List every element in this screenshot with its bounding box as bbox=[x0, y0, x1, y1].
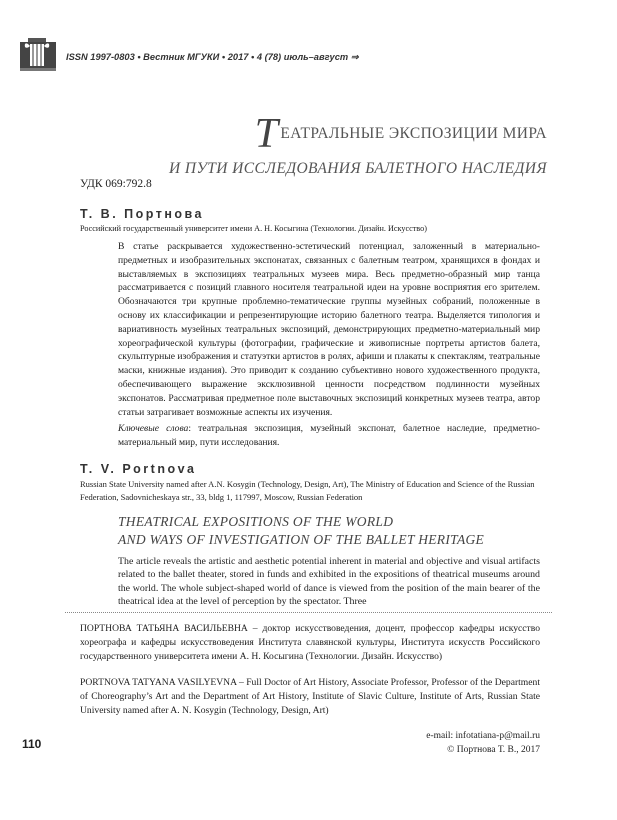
dotted-separator bbox=[65, 612, 552, 613]
contact-block bbox=[426, 730, 540, 757]
page-number: 110 bbox=[22, 737, 42, 751]
affiliation-en: Russian State University named after A.N. Kosygin (Technology, Design, Art), The Ministry of Education and Science of the Russian Federation, Sadovnicheskaya str., 33, bldg 1, 117997, Moscow, Russian Federation bbox=[80, 479, 535, 502]
copyright: © Портнова Т. В., 2017 bbox=[447, 744, 540, 755]
udk-code: УДК 069:792.8 bbox=[80, 178, 152, 190]
affiliation-ru: Российский государственный университет имени А. Н. Косыгина (Технологии. Дизайн. Искусство) bbox=[80, 224, 427, 233]
article-title-en bbox=[118, 513, 484, 549]
article-title bbox=[169, 110, 547, 178]
author-bio-en: PORTNOVA TATYANA VASILYEVNA – Full Doctor of Art History, Associate Professor, Professor of the Department of Choreography’s Art and the Department of Art History, Institute of Slavic Culture, Institute of Arts, Russian State University named after A. N. Kosygin (Technology, Design, Art) bbox=[80, 677, 540, 716]
author-name-en: T. V. Portnova bbox=[80, 462, 197, 476]
author-bio-ru: ПОРТНОВА ТАТЬЯНА ВАСИЛЬЕВНА – доктор искусствоведения, доцент, профессор кафедры искусство хореографа и кафедры искусствоведения Института славянской культуры, Института искусств Российского государственного университета имени А. Н. Косыгина (Технологии. Дизайн. Искусство) bbox=[80, 623, 540, 662]
abstract-en: The article reveals the artistic and aesthetic potential inherent in material and objective and visual artifacts related to the ballet theater, stored in funds and exhibited in the expositions of theatrical museums around the world. The whole subject-shaped world of dance is viewed from the position of the main bearer of the theatrical idea at the level of perception by the spectator. Three bbox=[118, 556, 540, 607]
keywords-ru bbox=[118, 422, 540, 450]
title-line-1: ЕАТРАЛЬНЫЕ ЭКСПОЗИЦИИ МИРА bbox=[280, 125, 547, 142]
keywords-text: : театральная экспозиция, музейный экспонат, балетное наследие, предметно-материальный мир, пути исследования. bbox=[118, 423, 540, 448]
journal-header: ISSN 1997-0803 • Вестник МГУКИ • 2017 • 4 (78) июль–август ⇒ bbox=[66, 52, 359, 62]
journal-logo-icon bbox=[14, 34, 60, 76]
title-line-2: И ПУТИ ИССЛЕДОВАНИЯ БАЛЕТНОГО НАСЛЕДИЯ bbox=[168, 160, 547, 177]
title-en-line-2: AND WAYS OF INVESTIGATION OF THE BALLET HERITAGE bbox=[118, 532, 485, 547]
title-en-line-1: THEATRICAL EXPOSITIONS OF THE WORLD bbox=[118, 514, 394, 529]
author-email[interactable]: e-mail: infotatiana-p@mail.ru bbox=[426, 731, 540, 741]
author-name-ru: Т. В. Портнова bbox=[80, 207, 205, 221]
keywords-label: Ключевые слова bbox=[118, 423, 189, 434]
abstract-ru: В статье раскрывается художественно-эстетический потенциал, заложенный в материально-предметных и изобразительных экспонатах, связанных с балетным театром, хранящихся в фондах и выставляемых в экспозициях театральных музеев мира. Весь предметно-образный мир танца рассматривается с позиций главного носителя театральной идеи на уровне восприятия его зрителем. Обозначаются три крупные проблемно-тематические группы музейных собраний, положенные в основу их классификации и репрезентирующие историю балетного театра. Выделяется типология и вариативность музейных театральных экспозиций, демонстрирующих предметно-материальный мир хореографической культуры (фотографии, графические и живописные портреты артистов балета, скульптурные изображения и статуэтки артистов в ролях, афиши и плакаты к спектаклям, театральные маски, книжные издания). Это приводит к созданию субъективно нового художественного продукта, обеспечивающего выражение эксклюзивной ценности посредством подлинности музейных экспонатов. Рассматривая предметное поле выставочных экспозиций конкретных музеев театра, автор статьи затрагивает возможные аспекты их изучения. bbox=[118, 241, 540, 418]
title-drop-cap: Т bbox=[254, 111, 279, 157]
